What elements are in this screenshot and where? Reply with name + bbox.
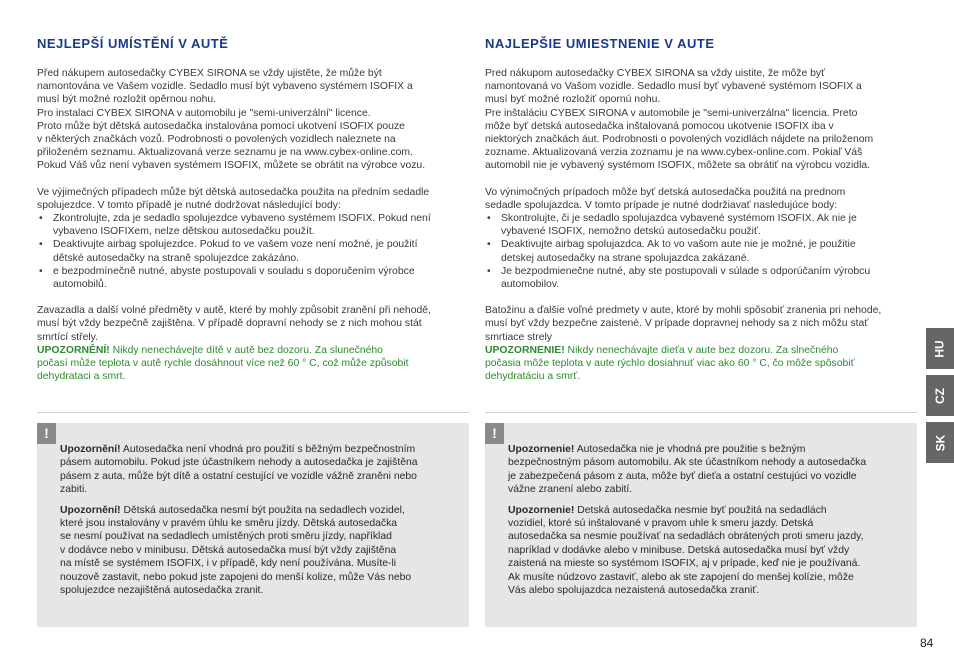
page-number: 84	[920, 636, 934, 650]
box-paragraph: Upozornenie! Autosedačka nie je vhodná pre použitie s bežným bezpečnostným pásom automobilu. Ak ste účastníkom nehody a autosedačka je zabezpečená pásom z auta, môže byť dieťa a ostatní cestujúci vo vozidle vážne zranení alebo zabití.	[508, 444, 867, 496]
tab-cz[interactable]: CZ	[926, 375, 954, 416]
list-item: • Zkontrolujte, zda je sedadlo spolujezdce vybaveno systémem ISOFIX. Pokud není vybaveno ISOFIXem, nelze dětskou autosedačku použít.	[39, 213, 431, 238]
right-column	[485, 36, 917, 383]
warning-paragraph: UPOZORNĚNÍ! Nikdy nenechávejte dítě v autě bez dozoru. Za slunečného počasí může teplota v autě rychle dosáhnout více než 60 ° C, což může způsobit dehydrataci a smrt.	[37, 344, 409, 383]
exception-paragraph: Vo výnimočných prípadoch môže byť detská autosedačka použitá na prednom sedadle spolujazdca. V tomto prípade je nutné dodržiavať nasledujúce body:	[485, 186, 846, 211]
list-item: • Skontrolujte, či je sedadlo spolujazdca vybavené systémom ISOFIX. Ak nie je vybavené ISOFIX, nemožno detskú autosedačku použiť.	[487, 213, 857, 238]
intro-paragraph: Pred nákupom autosedačky CYBEX SIRONA sa vždy uistite, že môže byť namontovaná vo Vašom vozidle. Sedadlo musí byť vybavené systémom ISOFIX a musí byť možné rozložiť opornú nohu. Pre inštaláciu CYBEX SIRONA v automobile je "semi-univerzálna" licencia. Preto môže byť detská autosedačka inštalovaná pomocou ukotvenie ISOFIX iba v niektorých značkách áut. Podrobnosti o povolených vozidlách nájdete na priloženom zozname. Aktualizovaná verzia zoznamu je na www.cybex-online.com. Pokiaľ Váš automobil nie je vybavený systémom ISOFIX, môžete sa obrátiť na výrobcu vozidla.	[485, 68, 874, 172]
exception-paragraph: Ve výjimečných případech může být dětská autosedačka použita na předním sedadle spolujezdce. V tomto případě je nutné dodržovat následující body:	[37, 186, 430, 211]
box-paragraph: Upozornenie! Detská autosedačka nesmie byť použitá na sedadlách vozidiel, ktoré sú inštalované v pravom uhle k smeru jazdy. Detská autosedačka sa nesmie používať na sedadlách obrátených proti smeru jazdy, napríklad v dodávke alebo v minibuse. Detská autosedačka musí byť vždy zaistená na mieste so systémom ISOFIX, aj v prípade, keď nie je používaná. Ak musíte núdzovo zastaviť, alebo ak ste zapojení do menšej kolízie, môže Vás alebo spolujazdca nezaistená autosedačka zraniť.	[508, 504, 864, 597]
warning-box	[485, 423, 917, 627]
list-item: • Deaktivujte airbag spolujazdca. Ak to vo vašom aute nie je možné, je použitie detskej autosedačky na strane spolujazdca zakázané.	[487, 239, 856, 264]
list-item: • e bezpodmínečně nutné, abyste postupovali v souladu s doporučením výrobce automobilů.	[39, 265, 415, 291]
section-heading: NEJLEPŠÍ UMÍSTĚNÍ V AUTĚ	[37, 36, 229, 51]
box-paragraph: Upozornění! Dětská autosedačka nesmí být použita na sedadlech vozidel, které jsou instalovány v pravém úhlu ke směru jízdy. Dětská autosedačka se nesmí používat na sedadlech umístěných proti směru jízdy, například v dodávce nebo v minibusu. Dětská autosedačka musí být vždy zajištěna na místě se systémem ISOFIX, i v případě, kdy není používána. Musíte-li nouzově zastavit, nebo pokud jste zapojeni do menší kolize, může Vás nebo spolujezdce nezajištěná autosedačka zranit.	[60, 504, 412, 597]
warning-paragraph: UPOZORNENIE! Nikdy nenechávajte dieťa v aute bez dozoru. Za slnečného počasia môže teplota v aute rýchlo dosiahnuť viac ako 60 ° C, čo môže spôsobiť dehydratáciu a smrť.	[485, 344, 855, 383]
list-item: • Je bezpodmienečne nutné, aby ste postupovali v súlade s odporúčaním výrobcu automobilov.	[487, 265, 871, 291]
exclamation-icon: !	[37, 423, 56, 444]
intro-paragraph: Před nákupem autosedačky CYBEX SIRONA se vždy ujistěte, že může být namontována ve Vašem vozidle. Sedadlo musí být vybaveno systémem ISOFIX a musí být možné rozložit opěrnou nohu. Pro instalaci CYBEX SIRONA v automobilu je "semi-univerzální" licence. Proto může být dětská autosedačka instalována pomocí ukotvení ISOFIX pouze v některých značkách vozů. Podrobnosti o povolených vozidlech naleznete na přiloženém seznamu. Aktualizovaná verze seznamu je na www.cybex-online.com. Pokud Váš vůz není vybaven systémem ISOFIX, můžete se obrátit na výrobce vozu.	[37, 68, 426, 172]
bullet-list	[485, 212, 917, 291]
tab-hu[interactable]: HU	[926, 328, 954, 369]
tab-sk[interactable]: SK	[926, 422, 954, 463]
warning-box	[37, 423, 469, 627]
list-item: • Deaktivujte airbag spolujezdce. Pokud to ve vašem voze není možné, je použití dětské autosedačky na straně spolujezdce zakázáno.	[39, 239, 418, 264]
bullet-list	[37, 212, 469, 291]
divider	[485, 412, 917, 413]
divider	[37, 412, 469, 413]
box-paragraph: Upozornění! Autosedačka není vhodná pro použití s běžným bezpečnostním pásem automobilu. Pokud jste účastníkem nehody a autosedačka je zajištěna pásem z auta, může být dítě a ostatní cestující ve vozidle vážně zraněni nebo zabiti.	[60, 444, 418, 496]
exclamation-icon: !	[485, 423, 504, 444]
left-column	[37, 36, 469, 383]
luggage-paragraph: Zavazadla a další volné předměty v autě, které by mohly způsobit zranění při nehodě, musí být vždy bezpečně zajištěna. V případě dopravní nehody se z nich mohou stát smrtící střely.	[37, 305, 431, 343]
section-heading: NAJLEPŠIE UMIESTNENIE V AUTE	[485, 36, 715, 51]
luggage-paragraph: Batožinu a ďalšie voľné predmety v aute, ktoré by mohli spôsobiť zranenia pri nehode, musí byť vždy bezpečne zaistené. V prípade dopravnej nehody sa z nich môžu stať smrtiace strely	[485, 305, 882, 343]
